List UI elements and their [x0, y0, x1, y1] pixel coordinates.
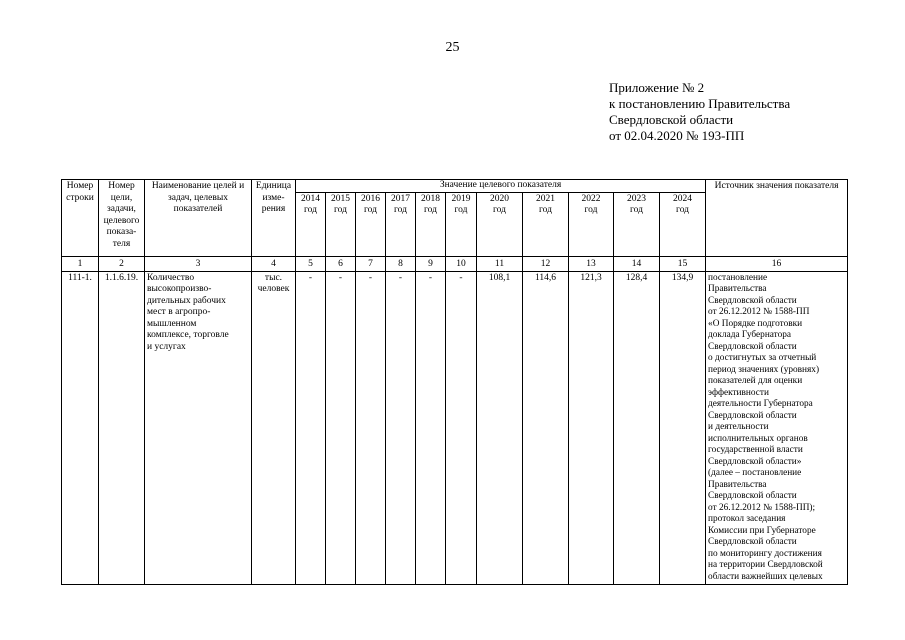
source-line: Правительства	[708, 479, 767, 490]
column-number: 3	[145, 256, 252, 271]
source-line: Свердловской области	[708, 410, 797, 421]
value-cell: -	[326, 271, 356, 585]
source-line: эффективности	[708, 387, 769, 398]
source-line: на территории Свердловской	[708, 560, 823, 570]
value-cell: 108,1	[477, 271, 523, 585]
source-line: и деятельности	[708, 422, 769, 432]
row-number-cell: 111-1.	[62, 271, 99, 585]
source-line: (далее – постановление	[708, 468, 802, 478]
column-number: 16	[706, 256, 848, 271]
header-source: Источник значения показателя	[706, 180, 848, 257]
column-number: 6	[326, 256, 356, 271]
column-number: 13	[569, 256, 614, 271]
source-cell	[706, 271, 848, 585]
indicator-name-cell: Количество высокопроизво- дительных рабочих мест в агропро- мышленном комплексе, торговле и услугах	[145, 271, 252, 585]
value-cell: 114,6	[523, 271, 569, 585]
header-year: 2014 год	[296, 192, 326, 256]
column-number: 4	[252, 256, 296, 271]
column-number: 5	[296, 256, 326, 271]
column-numbers-row	[62, 256, 848, 271]
target-indicators-table	[61, 179, 848, 585]
source-line: период значениях (уровнях)	[708, 364, 820, 375]
header-year: 2022 год	[569, 192, 614, 256]
source-line: протокол заседания	[708, 514, 786, 524]
source-line: от 26.12.2012 № 1588-ПП);	[708, 502, 816, 513]
source-line: Свердловской области	[708, 491, 797, 501]
header-year: 2023 год	[614, 192, 660, 256]
header-value-group: Значение целевого показателя	[296, 180, 706, 193]
value-cell: -	[296, 271, 326, 585]
value-cell: -	[386, 271, 416, 585]
appendix-title: Приложение № 2	[609, 80, 705, 95]
header-year: 2015 год	[326, 192, 356, 256]
column-number: 11	[477, 256, 523, 271]
header-row	[62, 180, 848, 193]
header-year: 2019 год	[446, 192, 477, 256]
source-line: «О Порядке подготовки	[708, 318, 803, 329]
page-number: 25	[445, 40, 460, 55]
value-cell: -	[356, 271, 386, 585]
column-number: 15	[660, 256, 706, 271]
column-number: 9	[416, 256, 446, 271]
source-line: Правительства	[708, 284, 767, 294]
table-row	[62, 271, 848, 585]
appendix-line: к постановлению Правительства	[609, 96, 791, 111]
value-cell: 134,9	[660, 271, 706, 585]
source-line: Свердловской области	[708, 295, 797, 306]
source-line: Свердловской области	[708, 537, 797, 547]
appendix-date: от 02.04.2020 № 193-ПП	[609, 128, 745, 143]
unit-cell: тыс. человек	[252, 271, 296, 585]
column-number: 1	[62, 256, 99, 271]
header-year: 2018 год	[416, 192, 446, 256]
goal-number-cell: 1.1.6.19.	[99, 271, 145, 585]
column-number: 12	[523, 256, 569, 271]
header-goal-num: Номер цели, задачи, целевого показа-теля	[99, 180, 145, 257]
source-line: исполнительных органов	[708, 433, 808, 444]
source-line: от 26.12.2012 № 1588-ПП	[708, 307, 810, 317]
header-row-num: Номер строки	[62, 180, 99, 257]
column-number: 2	[99, 256, 145, 271]
source-line: государственной власти	[708, 445, 803, 455]
header-year: 2024 год	[660, 192, 706, 256]
value-cell: 128,4	[614, 271, 660, 585]
source-line: Свердловской области	[708, 341, 797, 352]
header-year: 2021 год	[523, 192, 569, 256]
source-line: деятельности Губернатора	[708, 399, 813, 409]
column-number: 10	[446, 256, 477, 271]
column-number: 8	[386, 256, 416, 271]
header-name: Наименование целей и задач, целевых показателей	[145, 180, 252, 257]
source-line: о достигнутых за отчетный	[708, 353, 817, 363]
header-unit: Единица изме-рения	[252, 180, 296, 257]
source-line: Свердловской области»	[708, 456, 802, 467]
header-year: 2016 год	[356, 192, 386, 256]
column-number: 7	[356, 256, 386, 271]
column-number: 14	[614, 256, 660, 271]
header-year: 2020 год	[477, 192, 523, 256]
source-line: области важнейших целевых	[708, 571, 823, 582]
header-year: 2017 год	[386, 192, 416, 256]
value-cell: 121,3	[569, 271, 614, 585]
source-line: показателей для оценки	[708, 376, 803, 386]
appendix-block	[609, 80, 790, 144]
source-line: постановление	[708, 272, 768, 283]
value-cell: -	[416, 271, 446, 585]
appendix-line: Свердловской области	[609, 112, 734, 127]
value-cell: -	[446, 271, 477, 585]
source-line: по мониторингу достижения	[708, 548, 822, 559]
source-line: Комиссии при Губернаторе	[708, 525, 816, 536]
source-line: доклада Губернатора	[708, 330, 792, 340]
